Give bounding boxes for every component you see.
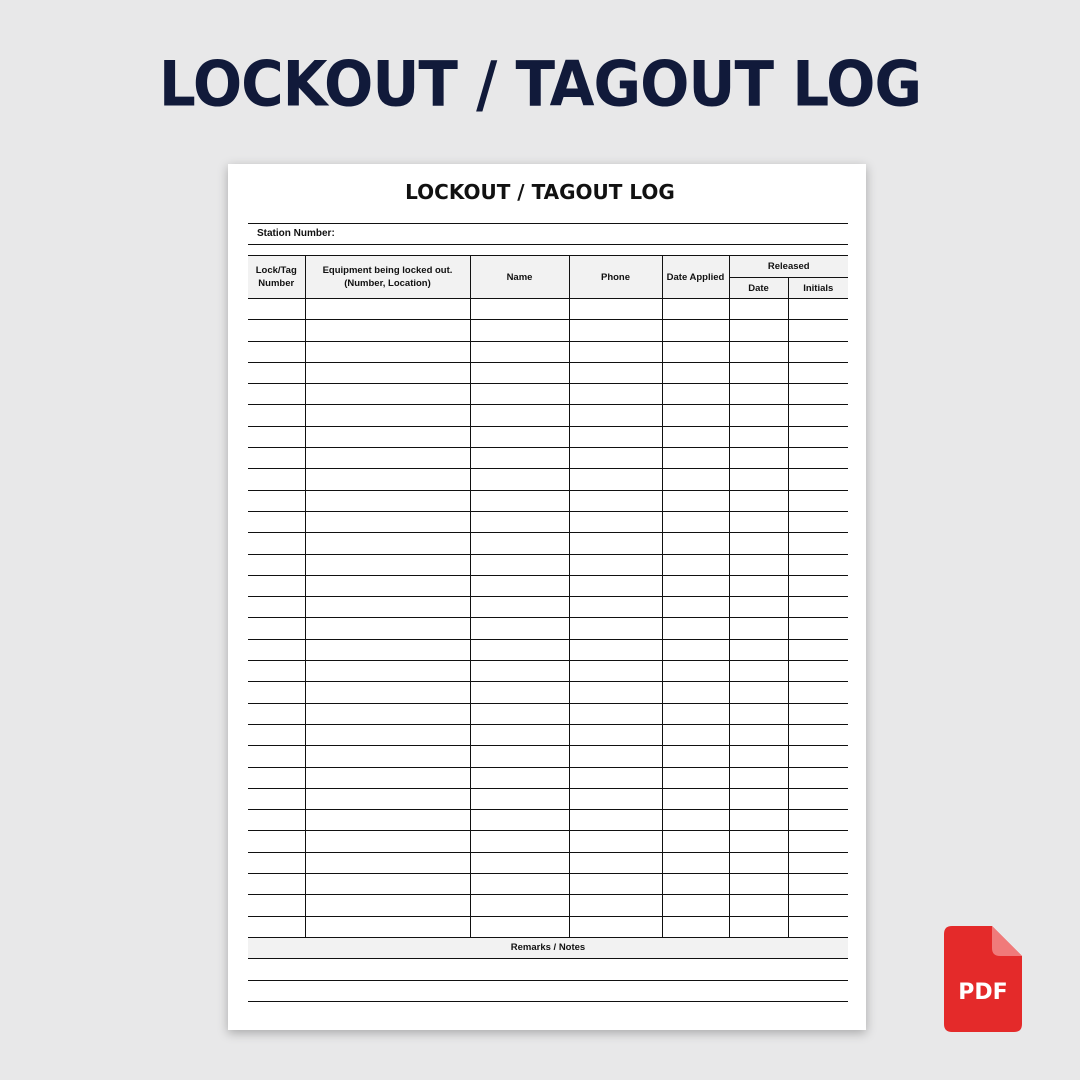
table-cell <box>470 746 569 767</box>
table-cell <box>248 426 305 447</box>
table-cell <box>248 448 305 469</box>
table-cell <box>470 533 569 554</box>
table-row <box>248 661 848 682</box>
table-cell <box>470 448 569 469</box>
table-cell <box>305 490 470 511</box>
table-row <box>248 724 848 745</box>
table-cell <box>662 852 729 873</box>
table-cell <box>729 831 788 852</box>
table-cell <box>729 788 788 809</box>
table-cell <box>662 831 729 852</box>
table-cell <box>788 639 848 660</box>
table-row <box>248 511 848 532</box>
table-cell <box>788 554 848 575</box>
table-cell <box>248 810 305 831</box>
table-cell <box>470 874 569 895</box>
table-cell <box>729 448 788 469</box>
table-cell <box>569 810 662 831</box>
table-row <box>248 341 848 362</box>
table-cell <box>305 852 470 873</box>
table-cell <box>662 299 729 320</box>
table-cell <box>729 575 788 596</box>
table-row <box>248 746 848 767</box>
table-cell <box>248 661 305 682</box>
table-cell <box>305 405 470 426</box>
header-equipment: Equipment being locked out. (Number, Location) <box>305 256 470 299</box>
table-cell <box>729 384 788 405</box>
table-cell <box>248 682 305 703</box>
table-cell <box>788 852 848 873</box>
table-cell <box>248 299 305 320</box>
table-cell <box>729 490 788 511</box>
table-cell <box>569 362 662 383</box>
table-cell <box>305 874 470 895</box>
table-cell <box>248 469 305 490</box>
table-cell <box>305 661 470 682</box>
table-cell <box>788 661 848 682</box>
table-cell <box>305 575 470 596</box>
table-cell <box>305 299 470 320</box>
table-cell <box>248 575 305 596</box>
table-cell <box>305 639 470 660</box>
table-cell <box>662 490 729 511</box>
table-cell <box>569 448 662 469</box>
table-cell <box>788 682 848 703</box>
table-cell <box>729 874 788 895</box>
table-row <box>248 916 848 937</box>
table-cell <box>248 511 305 532</box>
table-cell <box>305 724 470 745</box>
table-cell <box>470 299 569 320</box>
table-cell <box>662 874 729 895</box>
table-cell <box>248 895 305 916</box>
header-date-applied: Date Applied <box>662 256 729 299</box>
table-cell <box>305 810 470 831</box>
table-cell <box>470 724 569 745</box>
table-cell <box>248 746 305 767</box>
table-cell <box>248 320 305 341</box>
table-cell <box>662 554 729 575</box>
pdf-badge-label: PDF <box>958 980 1008 1005</box>
table-cell <box>470 831 569 852</box>
table-cell <box>470 618 569 639</box>
table-cell <box>305 767 470 788</box>
station-number-label: Station Number: <box>257 228 335 239</box>
table-cell <box>569 575 662 596</box>
table-cell <box>305 831 470 852</box>
table-cell <box>569 554 662 575</box>
table-cell <box>662 320 729 341</box>
table-cell <box>470 852 569 873</box>
table-cell <box>569 661 662 682</box>
table-cell <box>470 362 569 383</box>
table-cell <box>569 618 662 639</box>
table-cell <box>470 554 569 575</box>
table-cell <box>569 511 662 532</box>
station-top-rule <box>248 223 848 224</box>
table-cell <box>729 341 788 362</box>
table-cell <box>662 724 729 745</box>
pdf-file-icon <box>944 926 1022 1032</box>
table-cell <box>569 916 662 937</box>
table-cell <box>305 788 470 809</box>
table-cell <box>662 469 729 490</box>
table-cell <box>470 661 569 682</box>
table-row <box>248 299 848 320</box>
table-cell <box>729 852 788 873</box>
table-cell <box>470 320 569 341</box>
table-cell <box>569 682 662 703</box>
table-cell <box>470 703 569 724</box>
table-row <box>248 639 848 660</box>
table-cell <box>729 405 788 426</box>
table-cell <box>788 511 848 532</box>
table-cell <box>662 341 729 362</box>
table-cell <box>248 362 305 383</box>
table-cell <box>569 874 662 895</box>
table-cell <box>569 320 662 341</box>
table-cell <box>569 703 662 724</box>
header-lock-tag-number: Lock/Tag Number <box>248 256 305 299</box>
table-cell <box>729 533 788 554</box>
table-cell <box>662 511 729 532</box>
table-cell <box>788 469 848 490</box>
table-cell <box>569 746 662 767</box>
table-cell <box>729 426 788 447</box>
table-cell <box>729 895 788 916</box>
table-cell <box>729 362 788 383</box>
table-cell <box>729 511 788 532</box>
table-cell <box>729 639 788 660</box>
table-cell <box>662 788 729 809</box>
table-cell <box>248 724 305 745</box>
table-cell <box>662 682 729 703</box>
table-cell <box>662 362 729 383</box>
table-row <box>248 597 848 618</box>
table-cell <box>470 682 569 703</box>
table-cell <box>788 341 848 362</box>
table-cell <box>788 426 848 447</box>
table-row <box>248 405 848 426</box>
table-cell <box>788 320 848 341</box>
table-row <box>248 788 848 809</box>
table-cell <box>662 405 729 426</box>
table-row <box>248 448 848 469</box>
table-cell <box>788 874 848 895</box>
table-row <box>248 831 848 852</box>
table-cell <box>248 916 305 937</box>
table-cell <box>729 916 788 937</box>
table-row <box>248 703 848 724</box>
table-cell <box>248 831 305 852</box>
table-cell <box>662 597 729 618</box>
table-cell <box>788 533 848 554</box>
table-cell <box>569 597 662 618</box>
table-cell <box>569 767 662 788</box>
table-cell <box>305 320 470 341</box>
table-cell <box>662 426 729 447</box>
table-cell <box>662 448 729 469</box>
table-cell <box>788 448 848 469</box>
table-cell <box>729 746 788 767</box>
table-cell <box>248 618 305 639</box>
remarks-notes-header: Remarks / Notes <box>248 938 848 958</box>
sheet-title: LOCKOUT / TAGOUT LOG <box>405 180 675 204</box>
table-cell <box>470 426 569 447</box>
table-row <box>248 469 848 490</box>
table-cell <box>788 618 848 639</box>
table-cell <box>470 916 569 937</box>
table-cell <box>305 533 470 554</box>
table-cell <box>729 554 788 575</box>
table-cell <box>569 469 662 490</box>
table-row <box>248 362 848 383</box>
table-cell <box>305 703 470 724</box>
table-cell <box>662 746 729 767</box>
table-cell <box>305 448 470 469</box>
header-released-initials: Initials <box>788 278 848 299</box>
header-released-date: Date <box>729 278 788 299</box>
table-cell <box>729 618 788 639</box>
table-cell <box>248 639 305 660</box>
table-cell <box>470 810 569 831</box>
table-cell <box>569 490 662 511</box>
table-cell <box>788 362 848 383</box>
table-cell <box>569 533 662 554</box>
table-cell <box>248 703 305 724</box>
table-cell <box>729 703 788 724</box>
table-cell <box>569 299 662 320</box>
table-row <box>248 618 848 639</box>
table-cell <box>662 661 729 682</box>
table-cell <box>248 767 305 788</box>
table-cell <box>662 895 729 916</box>
table-cell <box>305 341 470 362</box>
table-cell <box>788 384 848 405</box>
table-cell <box>248 341 305 362</box>
table-cell <box>662 916 729 937</box>
table-cell <box>470 895 569 916</box>
table-cell <box>662 703 729 724</box>
table-cell <box>305 746 470 767</box>
table-cell <box>569 724 662 745</box>
table-cell <box>569 384 662 405</box>
table-cell <box>569 831 662 852</box>
station-bottom-rule <box>248 244 848 245</box>
table-cell <box>305 618 470 639</box>
table-row <box>248 320 848 341</box>
table-cell <box>662 639 729 660</box>
table-cell <box>248 490 305 511</box>
table-row <box>248 384 848 405</box>
table-row <box>248 575 848 596</box>
table-cell <box>470 639 569 660</box>
table-cell <box>569 405 662 426</box>
table-cell <box>788 767 848 788</box>
table-cell <box>305 597 470 618</box>
table-cell <box>662 767 729 788</box>
table-cell <box>569 895 662 916</box>
remarks-rule-2 <box>248 980 848 981</box>
table-row <box>248 767 848 788</box>
table-cell <box>788 810 848 831</box>
table-cell <box>305 426 470 447</box>
table-cell <box>788 490 848 511</box>
table-cell <box>470 341 569 362</box>
table-row <box>248 895 848 916</box>
table-cell <box>788 703 848 724</box>
table-cell <box>248 405 305 426</box>
table-cell <box>788 788 848 809</box>
table-cell <box>305 895 470 916</box>
table-cell <box>569 852 662 873</box>
table-row <box>248 490 848 511</box>
table-cell <box>662 575 729 596</box>
table-row <box>248 874 848 895</box>
table-cell <box>248 384 305 405</box>
table-row <box>248 682 848 703</box>
table-cell <box>788 895 848 916</box>
table-cell <box>305 384 470 405</box>
table-cell <box>662 618 729 639</box>
table-cell <box>305 682 470 703</box>
table-cell <box>729 299 788 320</box>
table-cell <box>569 426 662 447</box>
table-cell <box>569 639 662 660</box>
table-cell <box>662 810 729 831</box>
table-cell <box>729 597 788 618</box>
table-cell <box>788 597 848 618</box>
table-cell <box>305 362 470 383</box>
table-cell <box>569 341 662 362</box>
header-released: Released <box>729 256 848 278</box>
table-cell <box>248 554 305 575</box>
table-cell <box>788 724 848 745</box>
table-cell <box>662 533 729 554</box>
table-cell <box>729 810 788 831</box>
table-cell <box>248 597 305 618</box>
lockout-log-table <box>248 255 848 938</box>
table-cell <box>248 874 305 895</box>
table-cell <box>729 724 788 745</box>
table-cell <box>305 469 470 490</box>
remarks-rule-1 <box>248 958 848 959</box>
table-row <box>248 533 848 554</box>
table-cell <box>470 469 569 490</box>
table-cell <box>305 916 470 937</box>
table-cell <box>729 661 788 682</box>
table-cell <box>248 852 305 873</box>
table-row <box>248 426 848 447</box>
table-row <box>248 554 848 575</box>
table-cell <box>788 405 848 426</box>
header-name: Name <box>470 256 569 299</box>
table-cell <box>729 469 788 490</box>
table-cell <box>662 384 729 405</box>
table-cell <box>788 916 848 937</box>
table-cell <box>248 533 305 554</box>
table-cell <box>248 788 305 809</box>
table-cell <box>788 575 848 596</box>
table-cell <box>729 320 788 341</box>
table-row <box>248 810 848 831</box>
table-cell <box>470 788 569 809</box>
table-cell <box>729 767 788 788</box>
table-cell <box>470 384 569 405</box>
table-cell <box>305 511 470 532</box>
table-cell <box>788 299 848 320</box>
log-rows <box>248 299 848 938</box>
table-cell <box>470 575 569 596</box>
table-cell <box>788 831 848 852</box>
table-row <box>248 852 848 873</box>
table-cell <box>788 746 848 767</box>
table-cell <box>470 597 569 618</box>
header-phone: Phone <box>569 256 662 299</box>
table-cell <box>470 511 569 532</box>
table-cell <box>470 767 569 788</box>
table-cell <box>470 490 569 511</box>
table-cell <box>305 554 470 575</box>
banner-title: LOCKOUT / TAGOUT LOG <box>158 47 922 121</box>
table-cell <box>729 682 788 703</box>
table-cell <box>470 405 569 426</box>
remarks-rule-3 <box>248 1001 848 1002</box>
table-cell <box>569 788 662 809</box>
